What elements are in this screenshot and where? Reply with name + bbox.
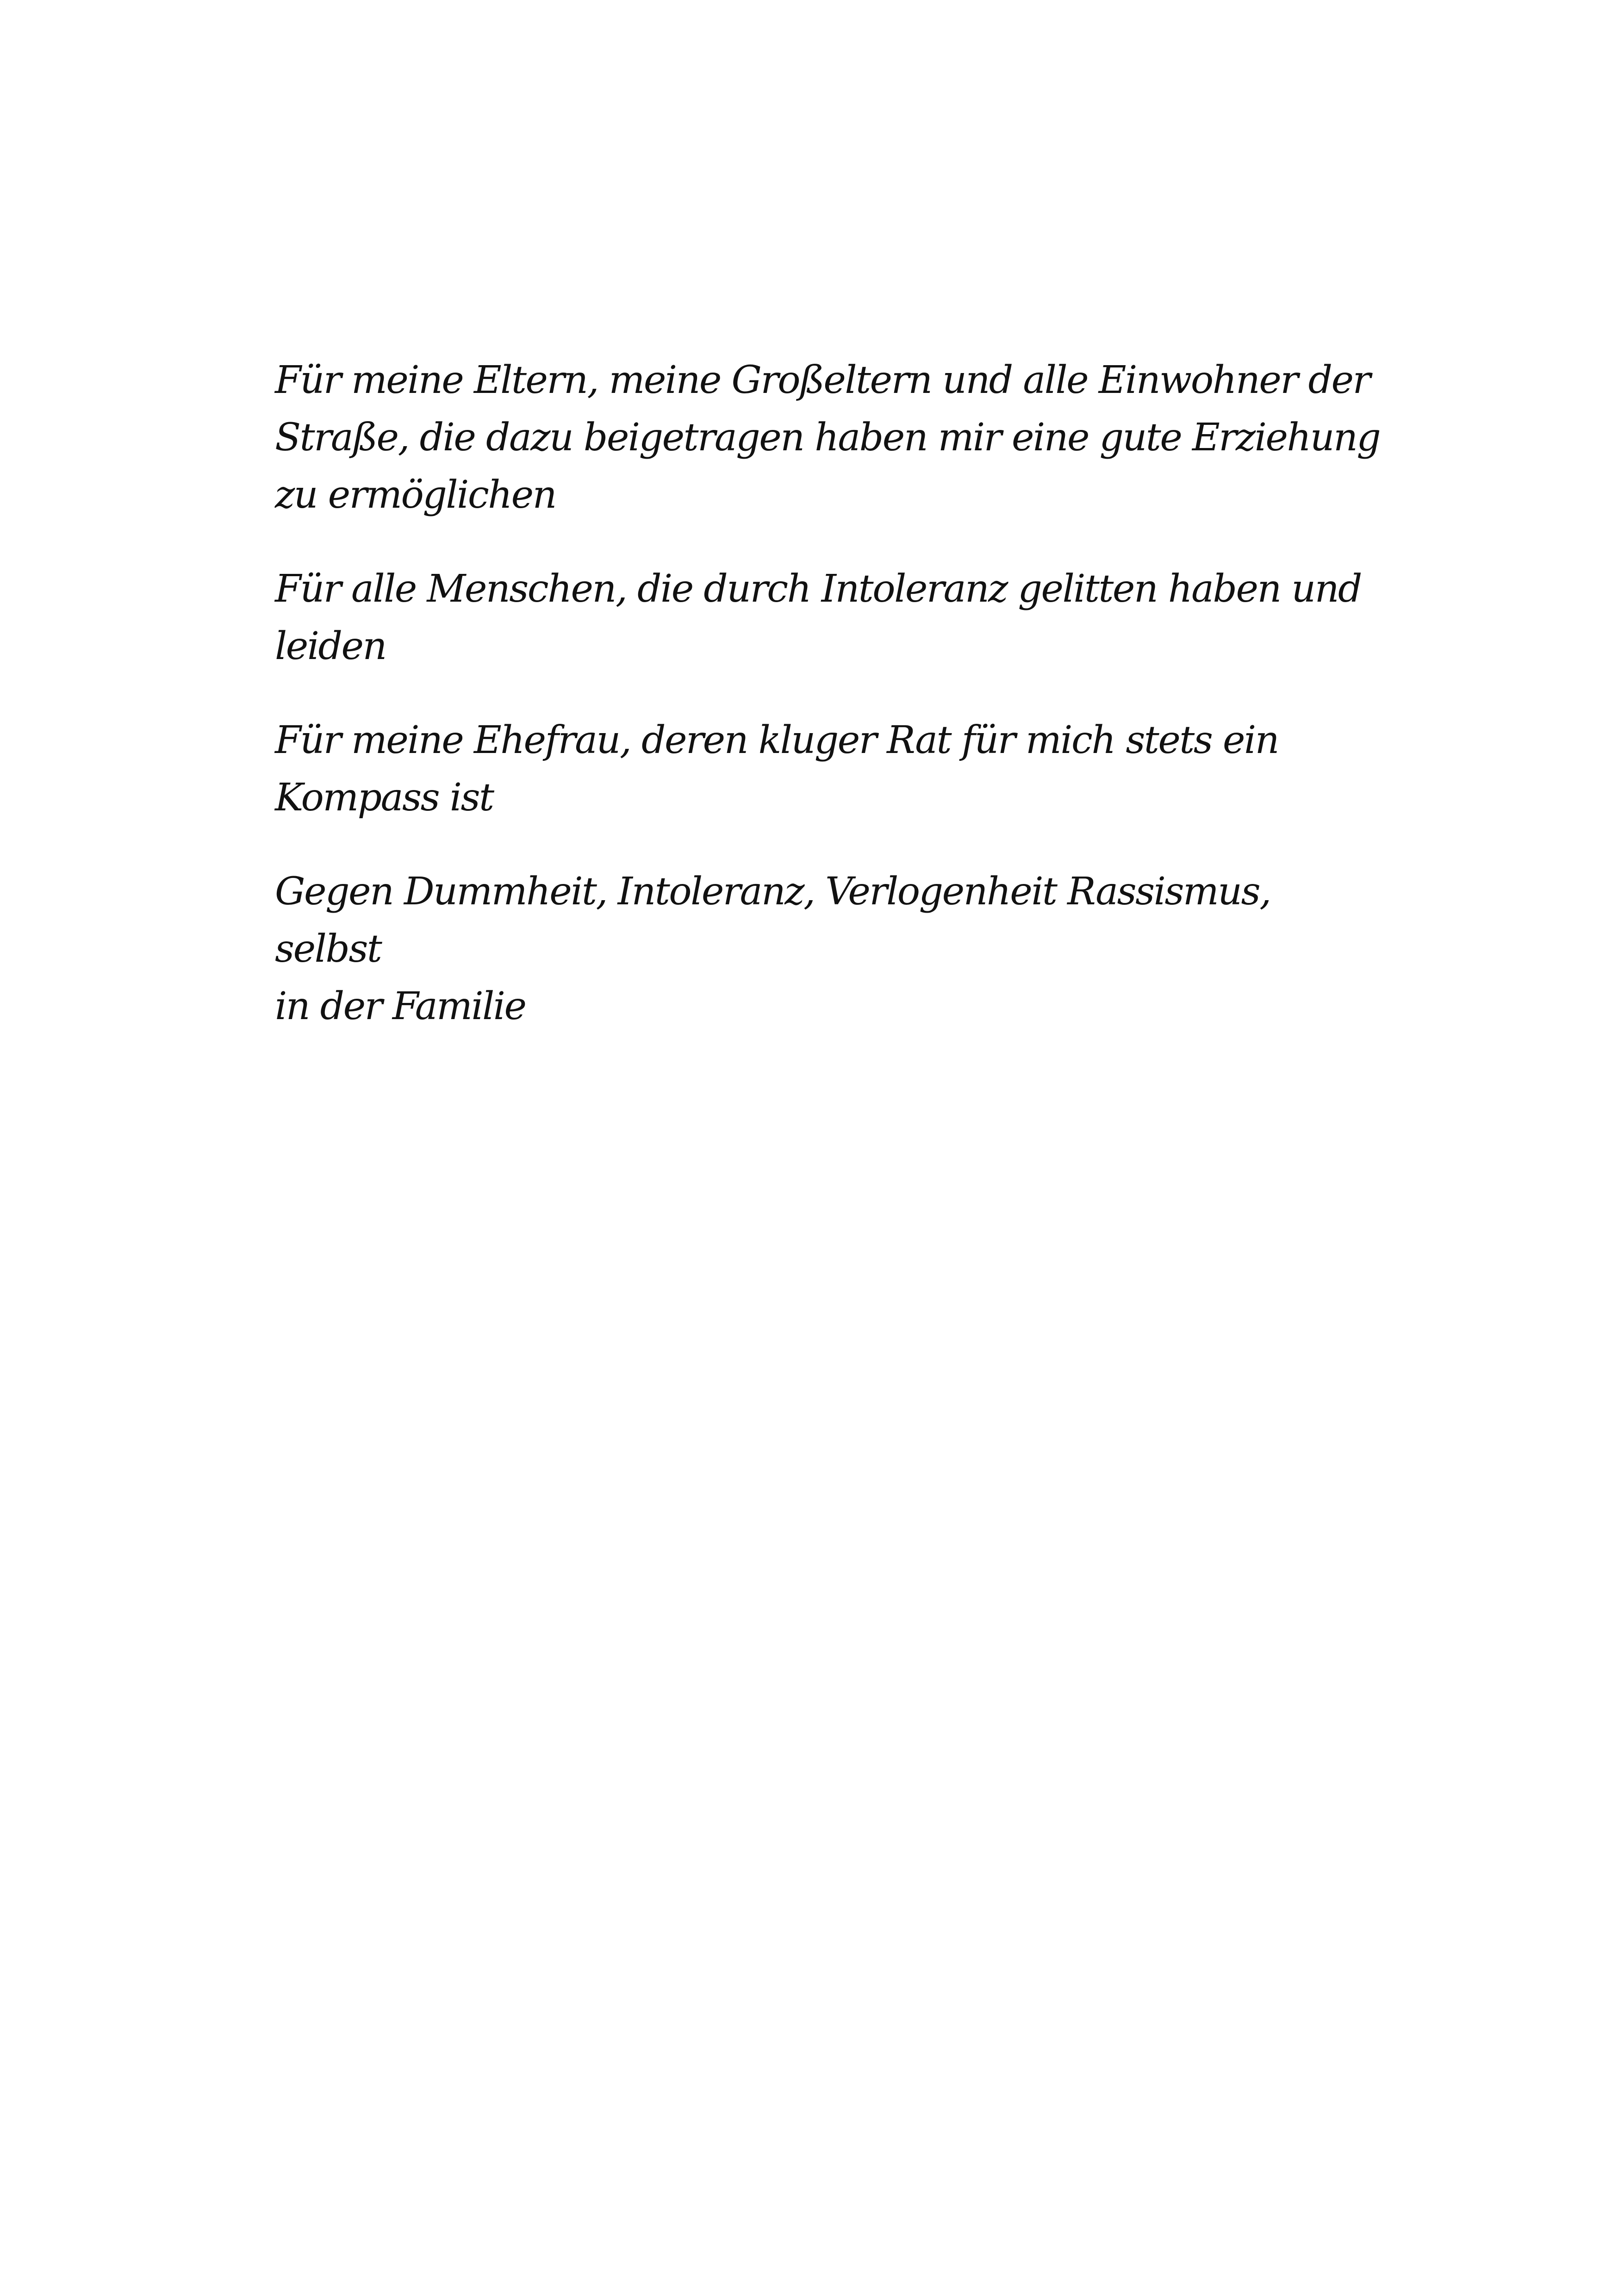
dedication-line: zu ermöglichen — [275, 473, 556, 517]
dedication-paragraph-people — [275, 560, 1386, 675]
dedication-paragraph-wife — [275, 712, 1386, 827]
dedication-line: leiden — [275, 624, 386, 668]
dedication-line: Gegen Dummheit, Intoleranz, Verlogenheit Rassismus, selbst — [275, 870, 1270, 971]
dedication-line: Für meine Eltern, meine Großeltern und alle Einwohner der — [275, 358, 1370, 402]
dedication-line: Straße, die dazu beigetragen haben mir eine gute Erziehung — [275, 416, 1380, 460]
dedication-block — [275, 352, 1386, 1072]
dedication-line: Für alle Menschen, die durch Intoleranz gelitten haben und — [275, 567, 1362, 611]
dedication-paragraph-parents — [275, 352, 1386, 524]
dedication-line: Für meine Ehefrau, deren kluger Rat für mich stets ein — [275, 718, 1279, 762]
dedication-line: in der Familie — [275, 984, 526, 1028]
dedication-line: Kompass ist — [275, 776, 493, 820]
dedication-paragraph-against — [275, 863, 1386, 1035]
